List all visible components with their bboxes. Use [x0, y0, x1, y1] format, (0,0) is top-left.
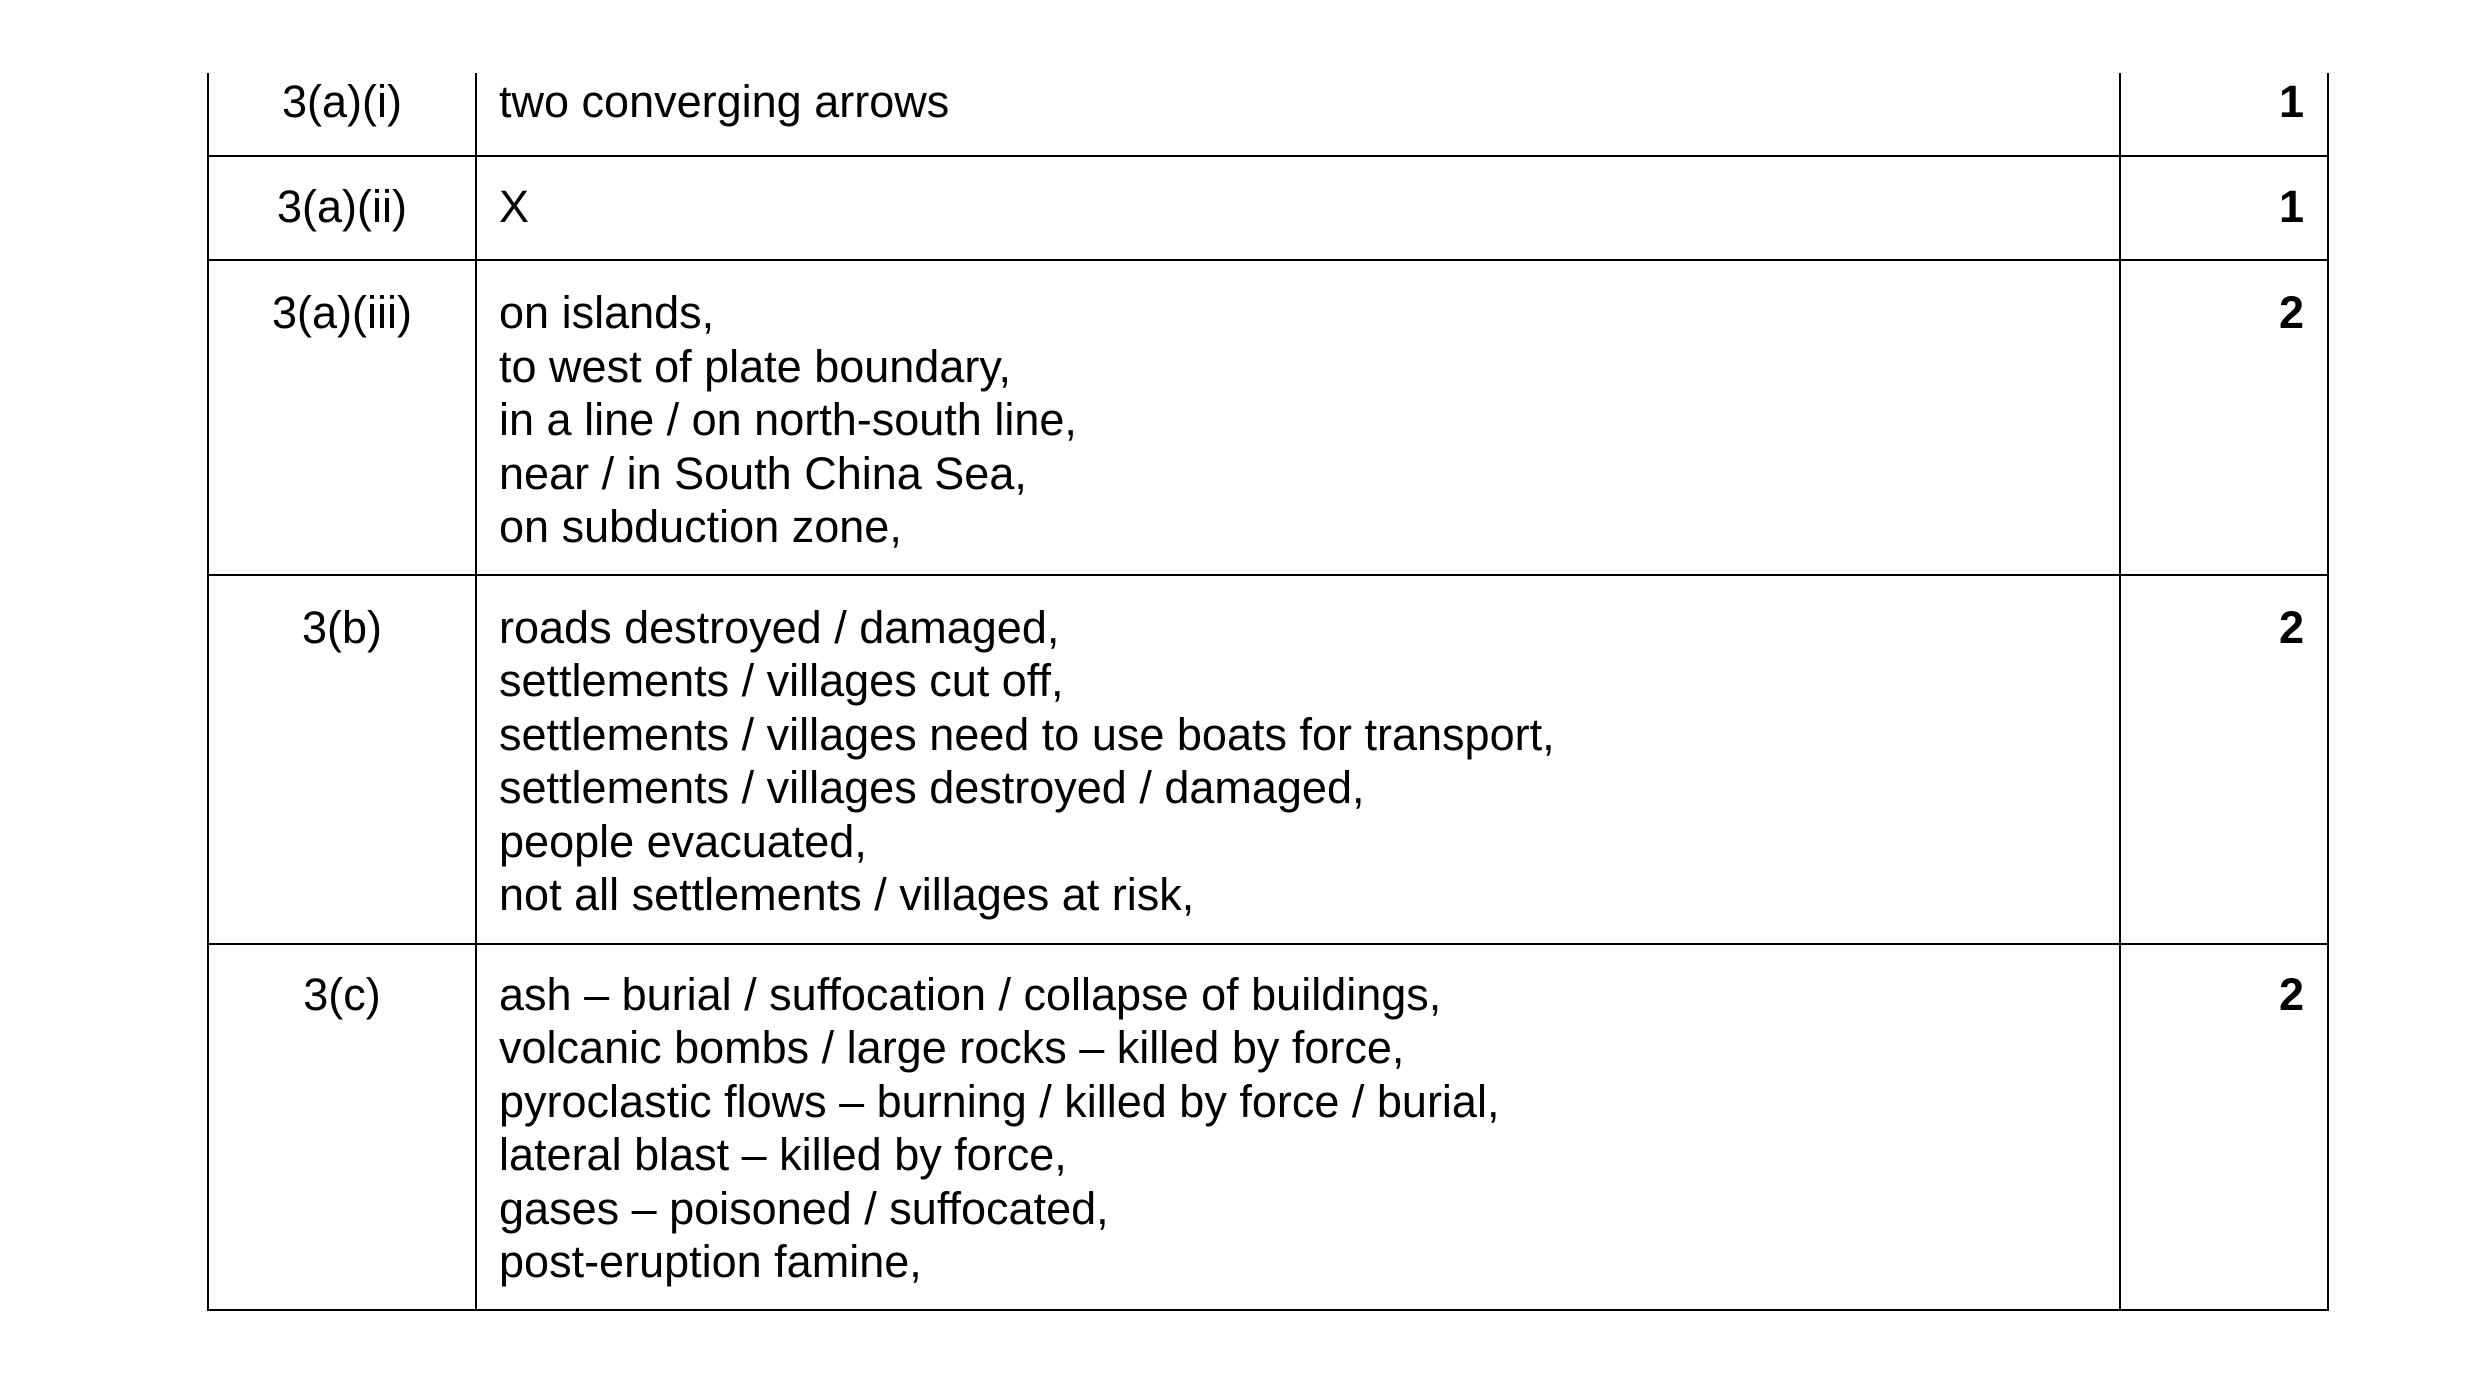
table-row	[208, 575, 2328, 944]
answer-line: not all settlements / villages at risk,	[499, 869, 1195, 920]
table-row	[208, 73, 2328, 156]
mark-scheme-table	[207, 73, 2329, 1311]
answer-line: lateral blast – killed by force,	[499, 1129, 1067, 1180]
question-number: 3(a)(iii)	[208, 260, 476, 575]
answer-line: post-eruption famine,	[499, 1236, 922, 1287]
answer-line: near / in South China Sea,	[499, 447, 1027, 499]
answer-line: on subduction zone,	[499, 501, 902, 552]
answer-line: settlements / villages cut off,	[499, 655, 1064, 706]
answer-line: settlements / villages need to use boats for transport,	[499, 708, 1555, 760]
table-row	[208, 260, 2328, 575]
answer-line: pyroclastic flows – burning / killed by force / burial,	[499, 1075, 1500, 1127]
marks: 2	[2120, 260, 2328, 575]
answer-cell	[476, 73, 2120, 156]
table-row	[208, 944, 2328, 1310]
question-number: 3(a)(i)	[208, 73, 476, 156]
answer-line: volcanic bombs / large rocks – killed by force,	[499, 1022, 1405, 1073]
answer-cell	[476, 260, 2120, 575]
answer-cell	[476, 156, 2120, 261]
answer-line: ash – burial / suffocation / collapse of buildings,	[499, 968, 1442, 1020]
answer-line: on islands,	[499, 287, 715, 338]
answer-cell	[476, 575, 2120, 944]
answer-line: roads destroyed / damaged,	[499, 601, 1060, 653]
answer-line: X	[499, 180, 530, 232]
answer-line: settlements / villages destroyed / damaged,	[499, 762, 1365, 813]
answer-line: in a line / on north-south line,	[499, 394, 1077, 445]
question-number: 3(b)	[208, 575, 476, 944]
question-number: 3(a)(ii)	[208, 156, 476, 261]
answer-line: two converging arrows	[499, 76, 950, 127]
marks: 1	[2120, 73, 2328, 156]
marks: 1	[2120, 156, 2328, 261]
answer-line: people evacuated,	[499, 815, 867, 867]
answer-line: to west of plate boundary,	[499, 340, 1012, 392]
answer-cell	[476, 944, 2120, 1310]
marks: 2	[2120, 575, 2328, 944]
table-row	[208, 156, 2328, 261]
marks: 2	[2120, 944, 2328, 1310]
question-number: 3(c)	[208, 944, 476, 1310]
answer-line: gases – poisoned / suffocated,	[499, 1182, 1109, 1234]
